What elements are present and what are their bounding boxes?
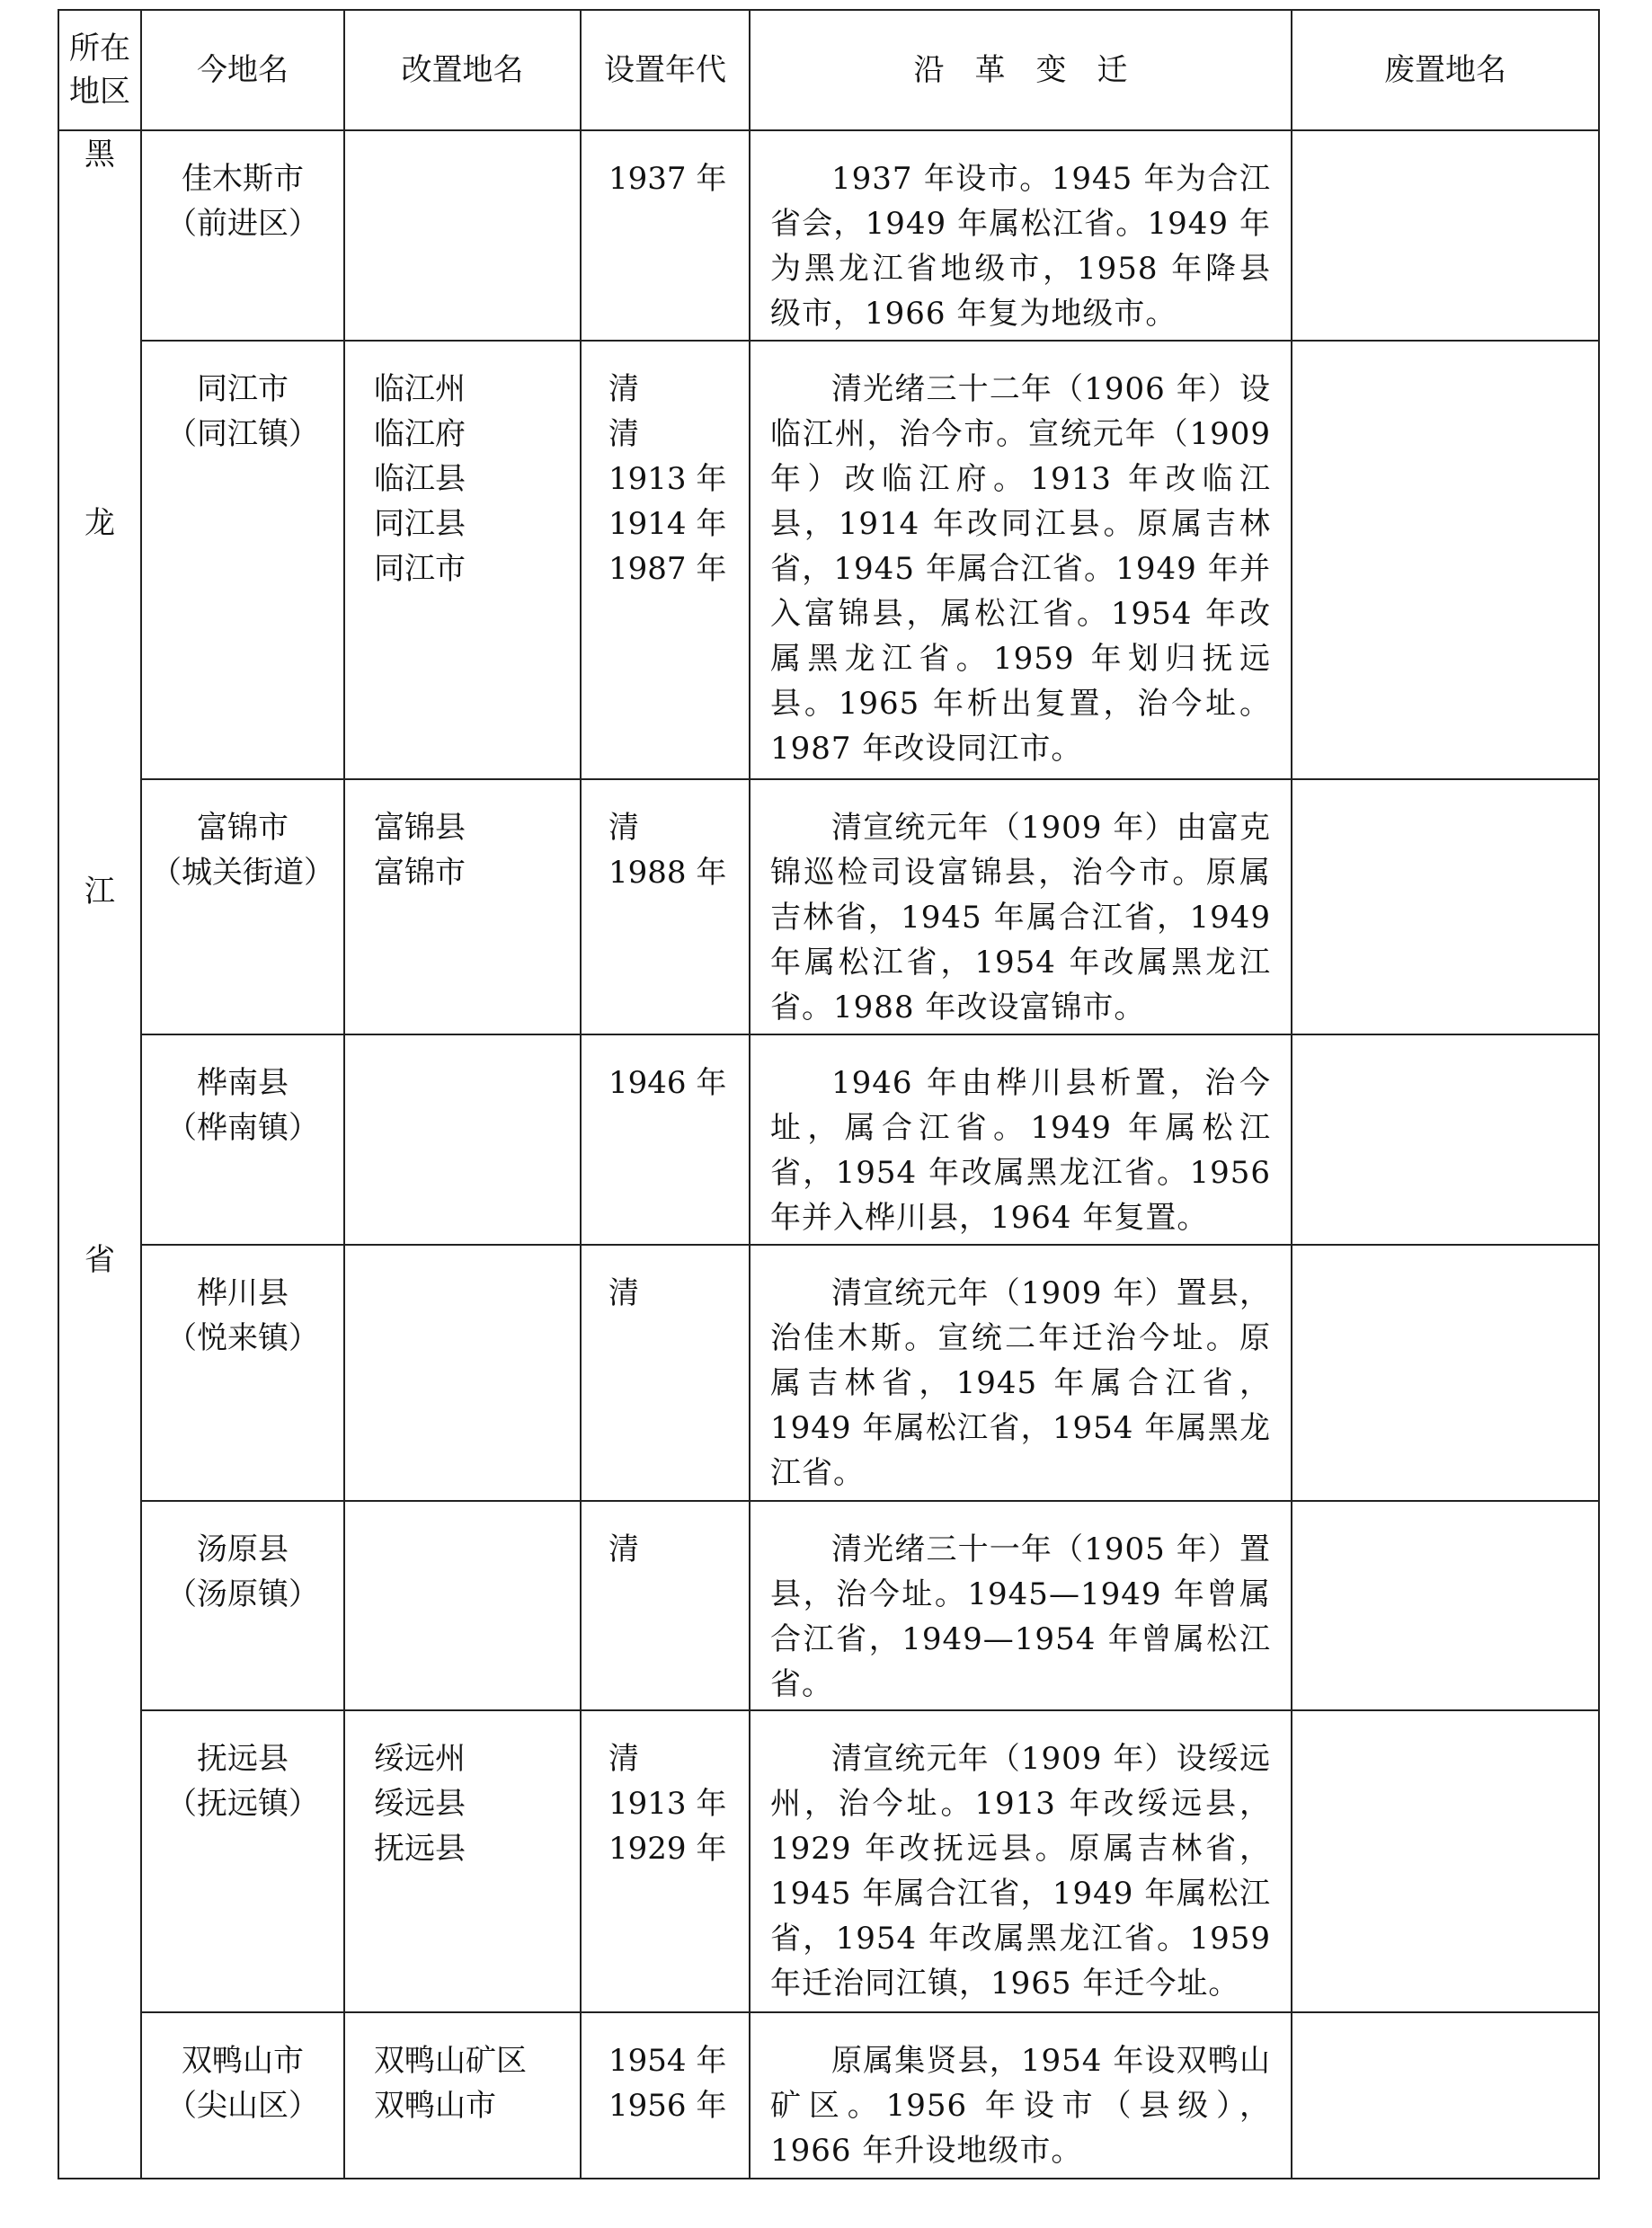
current-name-cell (141, 1034, 344, 1245)
current-name: 汤原县 (197, 1531, 289, 1567)
current-name-cell (141, 1501, 344, 1711)
year-established: 清 (608, 1531, 639, 1567)
year-established: 1937 年 (608, 161, 727, 197)
year-established: 1913 年 (608, 1786, 727, 1823)
renamed-cell (344, 1710, 581, 2011)
renamed-cell (344, 130, 581, 341)
year-cell (581, 130, 750, 341)
seat-name: （前进区） (166, 206, 319, 242)
renamed-cell (344, 341, 581, 779)
year-established: 清 (608, 1275, 639, 1312)
renamed-cell (344, 1245, 581, 1501)
header-abolished: 废置地名 (1292, 10, 1599, 130)
abolished-cell (1292, 341, 1599, 779)
seat-name: （城关街道） (151, 854, 334, 891)
history-text: 清宣统元年（1909 年）由富克锦巡检司设富锦县，治今市。原属吉林省，1945 年属合江省，1949 年属松江省，1954 年改属黑龙江省。1988 年改设富锦市。 (750, 779, 1292, 1035)
table-row (58, 1710, 1599, 2011)
seat-name: （同江镇） (166, 415, 319, 452)
current-name-cell (141, 2012, 344, 2179)
history-text: 原属集贤县，1954 年设双鸭山矿区。1956 年设市（县级），1966 年升设地级市。 (750, 2012, 1292, 2179)
region-cell (58, 130, 141, 2179)
table-row (58, 341, 1599, 779)
history-text: 1946 年由桦川县析置，治今址，属合江省。1949 年属松江省，1954 年改属黑龙江省。1956 年并入桦川县，1964 年复置。 (750, 1034, 1292, 1245)
seat-name: （悦来镇） (166, 1320, 319, 1357)
year-established: 清 (608, 1741, 639, 1778)
renamed-name: 富锦县 (374, 809, 466, 846)
region-char: 江 (84, 874, 115, 910)
current-name-cell (141, 779, 344, 1035)
current-name: 同江市 (197, 370, 289, 407)
history-text: 清光绪三十二年（1906 年）设临江州，治今市。宣统元年（1909 年）改临江府。1913 年改临江县，1914 年改同江县。原属吉林省，1945 年属合江省。1949 年并入富锦县，属松江省。1954 年改属黑龙江省。1959 年划归抚远县。1965 年析出复置，治今址。1987 年改设同江市。 (750, 341, 1292, 779)
history-text: 清宣统元年（1909 年）置县，治佳木斯。宣统二年迁治今址。原属吉林省，1945 年属合江省，1949 年属松江省，1954 年属黑龙江省。 (750, 1245, 1292, 1501)
table-row (58, 1245, 1599, 1501)
year-established: 1913 年 (608, 460, 727, 497)
renamed-name: 双鸭山矿区 (374, 2042, 527, 2079)
history-text: 1937 年设市。1945 年为合江省会，1949 年属松江省。1949 年为黑龙江省地级市，1958 年降县级市，1966 年复为地级市。 (750, 130, 1292, 341)
header-history: 沿 革 变 迁 (750, 10, 1292, 130)
year-cell (581, 1501, 750, 1711)
year-established: 1914 年 (608, 505, 727, 542)
current-name: 双鸭山市 (182, 2042, 304, 2079)
renamed-name: 同江市 (374, 550, 466, 587)
history-text: 清光绪三十一年（1905 年）置县，治今址。1945—1949 年曾属合江省，1949—1954 年曾属松江省。 (750, 1501, 1292, 1711)
current-name: 佳木斯市 (182, 161, 304, 197)
renamed-cell (344, 1034, 581, 1245)
abolished-cell (1292, 130, 1599, 341)
abolished-cell (1292, 779, 1599, 1035)
seat-name: （抚远镇） (166, 1786, 319, 1823)
year-established: 1987 年 (608, 550, 727, 587)
renamed-cell (344, 779, 581, 1035)
abolished-cell (1292, 2012, 1599, 2179)
table-row (58, 779, 1599, 1035)
header-year-established: 设置年代 (581, 10, 750, 130)
region-char: 黑 (84, 137, 115, 173)
year-established: 1954 年 (608, 2042, 727, 2079)
abolished-cell (1292, 1034, 1599, 1245)
header-row (58, 10, 1599, 130)
region-char: 龙 (84, 505, 115, 541)
history-text: 清宣统元年（1909 年）设绥远州，治今址。1913 年改绥远县，1929 年改抚远县。原属吉林省，1945 年属合江省，1949 年属松江省，1954 年改属黑龙江省。1959 年迁治同江镇，1965 年迁今址。 (750, 1710, 1292, 2011)
renamed-name: 富锦市 (374, 854, 466, 891)
current-name-cell (141, 1245, 344, 1501)
renamed-name: 绥远县 (374, 1786, 466, 1823)
seat-name: （尖山区） (166, 2087, 319, 2124)
year-established: 清 (608, 809, 639, 846)
seat-name: （桦南镇） (166, 1110, 319, 1147)
year-established: 清 (608, 415, 639, 452)
year-cell (581, 2012, 750, 2179)
renamed-name: 抚远县 (374, 1831, 466, 1868)
year-cell (581, 1710, 750, 2011)
year-established: 1946 年 (608, 1065, 727, 1102)
year-established: 清 (608, 370, 639, 407)
current-name: 富锦市 (197, 809, 289, 846)
year-established: 1929 年 (608, 1831, 727, 1868)
renamed-cell (344, 2012, 581, 2179)
abolished-cell (1292, 1245, 1599, 1501)
table-row (58, 1501, 1599, 1711)
year-cell (581, 341, 750, 779)
year-established: 1988 年 (608, 854, 727, 891)
table-row (58, 2012, 1599, 2179)
gazetteer-table (58, 9, 1600, 2179)
renamed-name: 同江县 (374, 505, 466, 542)
year-cell (581, 1245, 750, 1501)
region-char: 省 (84, 1242, 115, 1278)
renamed-name: 临江州 (374, 370, 466, 407)
current-name: 桦南县 (197, 1065, 289, 1102)
header-current-name: 今地名 (141, 10, 344, 130)
renamed-name: 绥远州 (374, 1741, 466, 1778)
table-row (58, 130, 1599, 341)
year-cell (581, 779, 750, 1035)
abolished-cell (1292, 1710, 1599, 2011)
year-cell (581, 1034, 750, 1245)
header-renamed: 改置地名 (344, 10, 581, 130)
seat-name: （汤原镇） (166, 1576, 319, 1612)
year-established: 1956 年 (608, 2087, 727, 2124)
current-name: 抚远县 (197, 1741, 289, 1778)
renamed-name: 临江县 (374, 460, 466, 497)
renamed-name: 双鸭山市 (374, 2087, 496, 2124)
table-row (58, 1034, 1599, 1245)
current-name-cell (141, 130, 344, 341)
renamed-cell (344, 1501, 581, 1711)
header-region: 所在 地区 (58, 10, 141, 130)
abolished-cell (1292, 1501, 1599, 1711)
current-name-cell (141, 341, 344, 779)
current-name-cell (141, 1710, 344, 2011)
renamed-name: 临江府 (374, 415, 466, 452)
current-name: 桦川县 (197, 1275, 289, 1312)
